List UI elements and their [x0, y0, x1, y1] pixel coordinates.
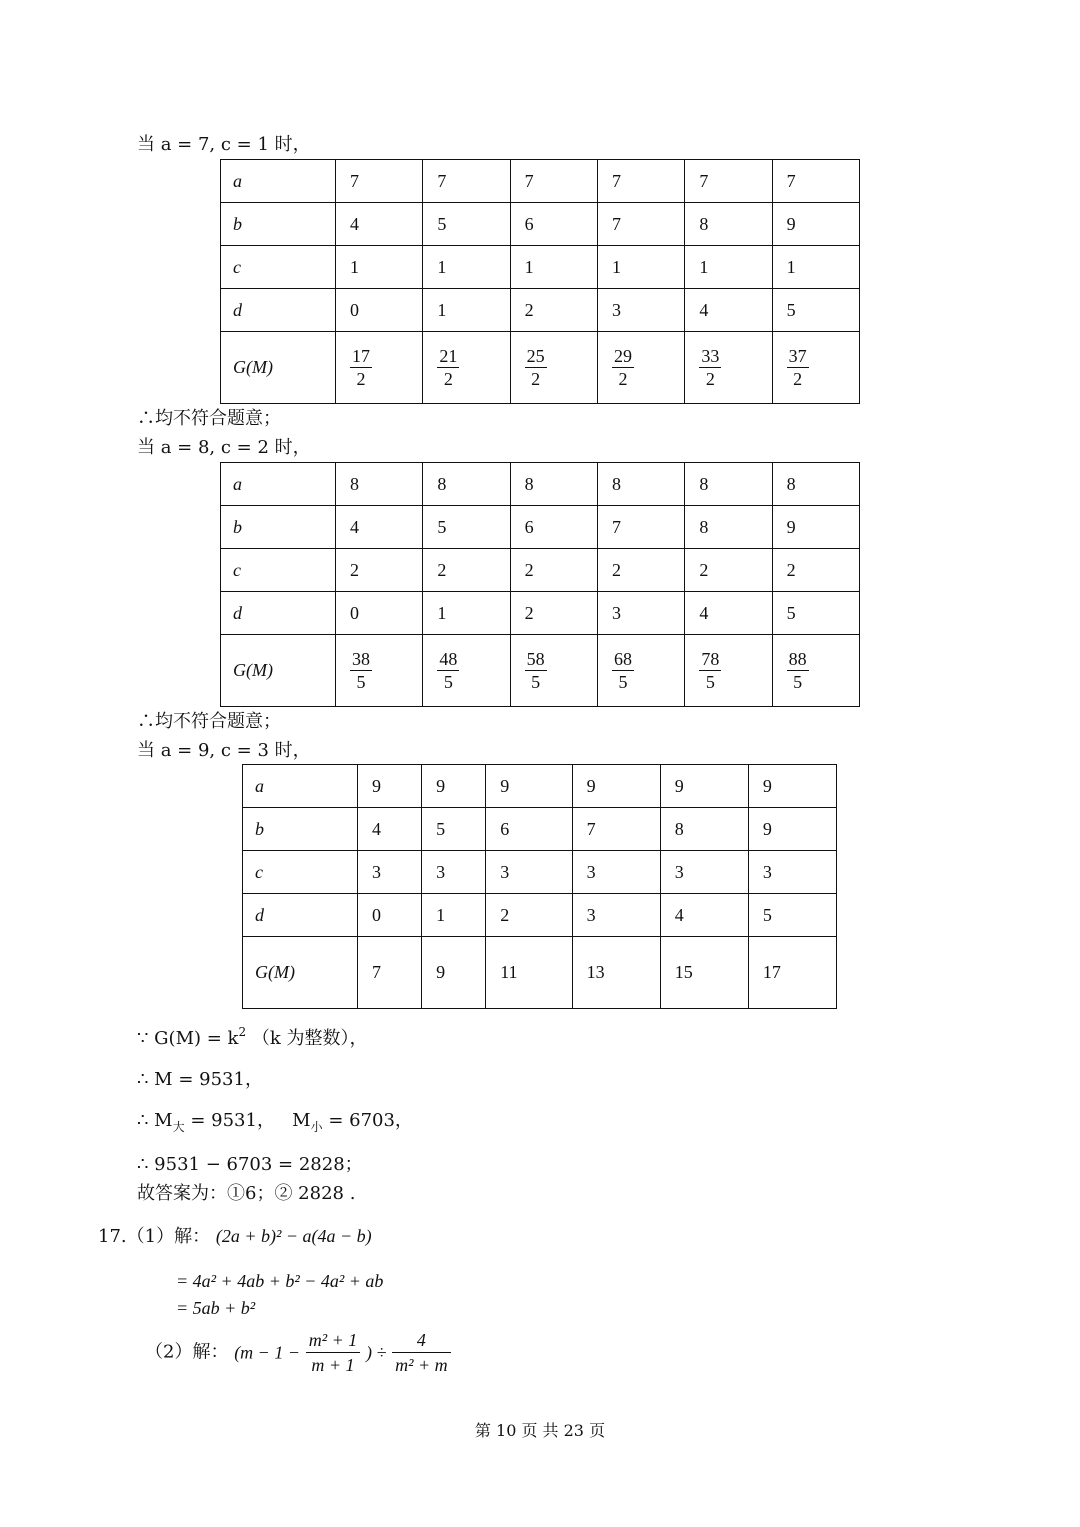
gm-cell — [423, 635, 510, 707]
gm-fraction — [612, 345, 634, 390]
gm-cell — [685, 635, 772, 707]
gm-value: 11 — [500, 962, 518, 982]
table-cell: 2 — [772, 549, 859, 592]
fraction-numerator: 68 — [613, 649, 632, 669]
fraction-denominator: 2 — [531, 369, 541, 389]
fraction-numerator: 37 — [788, 346, 807, 366]
table-cell: 5 — [423, 203, 510, 246]
table-cell: 9 — [748, 808, 836, 851]
row-label: a — [221, 463, 336, 506]
gm-fraction — [787, 345, 809, 390]
table-cell: 2 — [597, 549, 684, 592]
section-1-table — [220, 159, 860, 404]
row-label: b — [243, 808, 358, 851]
problem-17-part1: 17.（1）解： (2a + b)² − a(4a − b) — [98, 1226, 372, 1247]
gm-cell — [358, 937, 422, 1009]
table-cell: 1 — [423, 592, 510, 635]
table-cell: 2 — [336, 549, 423, 592]
fraction-numerator: 38 — [352, 649, 370, 669]
table-cell: 3 — [358, 851, 422, 894]
fraction-numerator: 78 — [701, 649, 720, 669]
gm-fraction — [350, 648, 372, 693]
table-cell: 7 — [685, 160, 772, 203]
table-cell: 8 — [685, 463, 772, 506]
table-row — [221, 289, 860, 332]
fraction-numerator: 58 — [526, 649, 545, 669]
gm-cell — [660, 937, 748, 1009]
fraction-denominator: 5 — [443, 672, 453, 692]
answer-line: 故答案为：①6；② 2828 . — [137, 1183, 356, 1204]
gm-cell — [685, 332, 772, 404]
table-row — [243, 765, 837, 808]
gm-cell — [423, 332, 510, 404]
fraction-denominator: 5 — [793, 672, 803, 692]
table-cell: 7 — [597, 203, 684, 246]
table-cell: 7 — [510, 160, 597, 203]
table-row — [221, 246, 860, 289]
table-row — [221, 160, 860, 203]
table-cell: 1 — [422, 894, 486, 937]
table-cell: 4 — [336, 203, 423, 246]
fraction-numerator: 88 — [788, 649, 807, 669]
table-cell: 3 — [486, 851, 572, 894]
section-3-table — [242, 764, 837, 1009]
table-cell: 5 — [772, 592, 859, 635]
fraction-numerator: 48 — [439, 649, 458, 669]
row-label: b — [221, 506, 336, 549]
table-cell: 7 — [597, 160, 684, 203]
problem-17-step1: = 4a² + 4ab + b² − 4a² + ab — [176, 1271, 384, 1291]
table-cell: 0 — [358, 894, 422, 937]
fraction-denominator: 5 — [618, 672, 628, 692]
difference-line: ∴ 9531 − 6703 = 2828； — [137, 1154, 363, 1175]
gm-cell — [597, 635, 684, 707]
row-label: a — [221, 160, 336, 203]
table-cell: 8 — [685, 203, 772, 246]
gm-fraction — [525, 648, 547, 693]
row-label: b — [221, 203, 336, 246]
table-cell: 2 — [685, 549, 772, 592]
gm-cell — [336, 635, 423, 707]
gm-fraction — [525, 345, 547, 390]
gm-value: 9 — [436, 962, 446, 982]
table-cell: 1 — [685, 246, 772, 289]
gm-fraction — [612, 648, 634, 693]
fraction-denominator: 5 — [705, 672, 715, 692]
row-label: d — [243, 894, 358, 937]
section-2-table — [220, 462, 860, 707]
gm-cell — [772, 635, 859, 707]
gm-cell — [510, 635, 597, 707]
gm-fraction — [437, 648, 459, 693]
fraction-denominator: 2 — [705, 369, 715, 389]
table-cell: 8 — [772, 463, 859, 506]
table-row — [221, 463, 860, 506]
table-cell: 3 — [597, 592, 684, 635]
table-cell: 3 — [422, 851, 486, 894]
table-row — [221, 592, 860, 635]
table-row-gm — [243, 937, 837, 1009]
row-label: c — [221, 246, 336, 289]
table-cell: 7 — [772, 160, 859, 203]
gm-cell — [748, 937, 836, 1009]
row-label: G(M) — [221, 332, 336, 404]
table-cell: 4 — [336, 506, 423, 549]
table-cell: 2 — [510, 592, 597, 635]
table-cell: 7 — [336, 160, 423, 203]
table-row — [243, 808, 837, 851]
gm-cell — [422, 937, 486, 1009]
section-1-conclusion: ∴均不符合题意； — [137, 408, 281, 429]
gm-cell — [772, 332, 859, 404]
fraction-numerator: 29 — [613, 346, 632, 366]
row-label: d — [221, 289, 336, 332]
table-cell: 9 — [572, 765, 660, 808]
table-cell: 5 — [748, 894, 836, 937]
page-footer: 第 10 页 共 23 页 — [474, 1421, 606, 1440]
table-cell: 8 — [423, 463, 510, 506]
fraction-denominator: 5 — [531, 672, 541, 692]
section-3-heading: 当 a = 9, c = 3 时， — [137, 740, 311, 761]
table-cell: 0 — [336, 592, 423, 635]
gm-cell — [486, 937, 572, 1009]
table-cell: 4 — [660, 894, 748, 937]
fraction-denominator: 5 — [356, 672, 366, 692]
table-cell: 7 — [423, 160, 510, 203]
section-2-conclusion: ∴均不符合题意； — [137, 711, 281, 732]
table-cell: 5 — [422, 808, 486, 851]
row-label: a — [243, 765, 358, 808]
fraction-denominator: 2 — [793, 369, 803, 389]
table-cell: 1 — [772, 246, 859, 289]
fraction-numerator: 25 — [526, 346, 545, 366]
fraction-numerator: 17 — [352, 346, 370, 366]
fraction-numerator: 33 — [701, 346, 720, 366]
table-row-gm — [221, 635, 860, 707]
gm-value: 17 — [762, 962, 781, 982]
table-cell: 5 — [772, 289, 859, 332]
table-row — [243, 894, 837, 937]
table-cell: 6 — [486, 808, 572, 851]
row-label: d — [221, 592, 336, 635]
table-cell: 1 — [423, 289, 510, 332]
fraction-denominator: 2 — [356, 369, 366, 389]
table-cell: 3 — [597, 289, 684, 332]
gm-fraction — [350, 345, 372, 390]
because-line: ∵ $G(M) = k^2$ （k 为整数）， — [137, 1025, 368, 1049]
table-row-gm — [221, 332, 860, 404]
gm-cell — [597, 332, 684, 404]
problem-17-part2: （2）解： (m − 1 − $\frac{\text{m² + 1}}{m + 1}$ ) ÷ $\frac{4}{\text{m² + m}}$ — [145, 1328, 451, 1377]
max-min-line: ∴ $M_大 = 9531$， $M_小 = 6703$， — [137, 1110, 413, 1134]
gm-fraction — [699, 648, 721, 693]
table-cell: 1 — [510, 246, 597, 289]
table-cell: 4 — [685, 289, 772, 332]
fraction-denominator: 2 — [618, 369, 628, 389]
table-cell: 3 — [572, 851, 660, 894]
table-cell: 1 — [336, 246, 423, 289]
table-cell: 9 — [772, 506, 859, 549]
gm-cell — [510, 332, 597, 404]
gm-cell — [572, 937, 660, 1009]
section-2-heading: 当 a = 8, c = 2 时， — [137, 437, 311, 458]
table-cell: 2 — [486, 894, 572, 937]
table-row — [221, 203, 860, 246]
row-label: G(M) — [243, 937, 358, 1009]
table-cell: 8 — [660, 808, 748, 851]
table-cell: 8 — [336, 463, 423, 506]
table-cell: 9 — [660, 765, 748, 808]
table-cell: 9 — [358, 765, 422, 808]
problem-17-step2: = 5ab + b² — [176, 1298, 256, 1318]
row-label: c — [221, 549, 336, 592]
table-row — [221, 506, 860, 549]
fraction-1: $\frac{\text{m² + 1}}{m + 1}$ — [306, 1328, 361, 1377]
fraction-2: $\frac{4}{\text{m² + m}}$ — [392, 1328, 451, 1377]
table-cell: 2 — [510, 289, 597, 332]
table-cell: 3 — [748, 851, 836, 894]
gm-value: 13 — [586, 962, 605, 982]
fraction-denominator: 2 — [443, 369, 453, 389]
row-label: c — [243, 851, 358, 894]
table-cell: 1 — [597, 246, 684, 289]
table-cell: 9 — [486, 765, 572, 808]
table-cell: 2 — [423, 549, 510, 592]
section-1-heading: 当 a = 7, c = 1 时， — [137, 134, 311, 155]
row-label: G(M) — [221, 635, 336, 707]
gm-fraction — [437, 345, 459, 390]
table-cell: 5 — [423, 506, 510, 549]
table-cell: 4 — [358, 808, 422, 851]
gm-value: 7 — [372, 962, 381, 982]
table-cell: 3 — [572, 894, 660, 937]
table-cell: 8 — [685, 506, 772, 549]
table-cell: 9 — [748, 765, 836, 808]
table-cell: 9 — [772, 203, 859, 246]
table-cell: 1 — [423, 246, 510, 289]
table-cell: 0 — [336, 289, 423, 332]
table-cell: 8 — [510, 463, 597, 506]
gm-cell — [336, 332, 423, 404]
table-row — [243, 851, 837, 894]
table-cell: 7 — [572, 808, 660, 851]
table-cell: 6 — [510, 506, 597, 549]
table-cell: 2 — [510, 549, 597, 592]
fraction-numerator: 21 — [439, 346, 458, 366]
table-cell: 7 — [597, 506, 684, 549]
gm-value: 15 — [674, 962, 693, 982]
table-cell: 6 — [510, 203, 597, 246]
table-cell: 3 — [660, 851, 748, 894]
therefore-m-line: ∴ M = 9531， — [137, 1069, 263, 1090]
gm-fraction — [787, 648, 809, 693]
gm-fraction — [699, 345, 721, 390]
table-cell: 8 — [597, 463, 684, 506]
table-cell: 9 — [422, 765, 486, 808]
table-cell: 4 — [685, 592, 772, 635]
table-row — [221, 549, 860, 592]
